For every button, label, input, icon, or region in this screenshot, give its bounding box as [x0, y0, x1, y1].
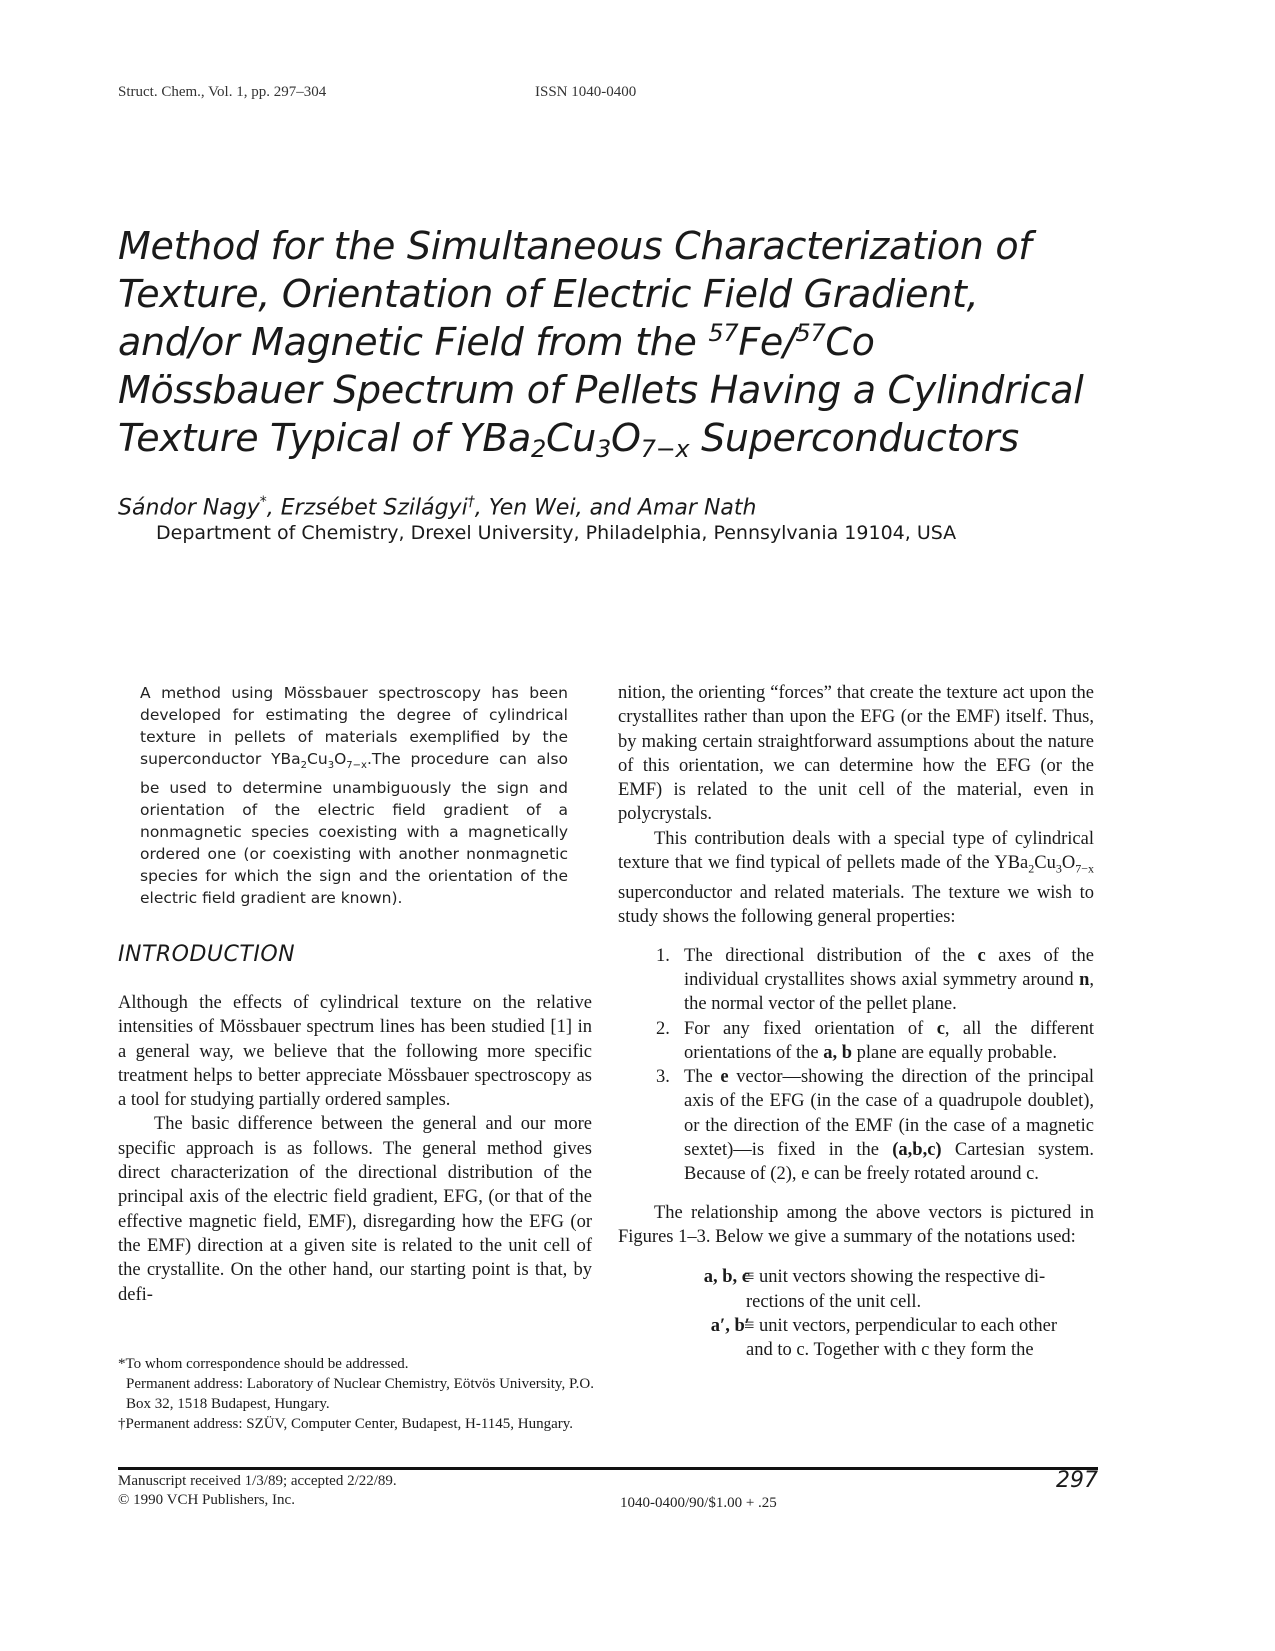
article-title — [118, 222, 1118, 462]
footnote: †Permanent address: SZÜV, Computer Center, Budapest, H-1145, Hungary. — [118, 1416, 574, 1432]
issn: ISSN 1040-0400 — [535, 84, 637, 100]
notation-symbol: a′, b′ — [710, 1315, 750, 1336]
left-column — [118, 991, 592, 1307]
footnotes — [118, 1354, 594, 1434]
received-dates: Manuscript received 1/3/89; accepted 2/22/89. — [118, 1473, 397, 1489]
footnote: *To whom correspondence should be addressed. — [118, 1356, 409, 1372]
title-line: Texture, Orientation of Electric Field Gradient, — [118, 272, 979, 316]
author-list: Sándor Nagy*, Erzsébet Szilágyi†, Yen Wei, and Amar Nath — [118, 494, 757, 521]
notation-row — [618, 1314, 1094, 1363]
paragraph: This contribution deals with a special type of cylindrical texture that we find typical of pellets made of the $YBa_2Cu_3O_{7-x}$ superconductor and related materials. The texture we wish to study shows the following general properties: — [618, 828, 1094, 928]
title-line: Method for the Simultaneous Characterization of — [118, 224, 1032, 268]
notation-definition: ≡ unit vectors showing the respective di- rections of the unit cell. — [744, 1267, 1046, 1312]
copyright: © 1990 VCH Publishers, Inc. — [118, 1492, 295, 1508]
footnote: Permanent address: Laboratory of Nuclear Chemistry, Eötvös University, P.O. Box 32, 1518 Budapest, Hungary. — [126, 1376, 594, 1412]
list-item: 1. The directional distribution of the c axes of the individual crystallites shows axial symmetry around n, the normal vector of the pellet plane. — [656, 945, 1095, 1015]
right-column — [618, 681, 1094, 1362]
paragraph: Although the effects of cylindrical texture on the relative intensities of Mössbauer spectrum lines has been studied [1] in a general way, we believe that the following more specific treatment helps to better appreciate Mössbauer spectroscopy as a tool for studying partially ordered samples. — [118, 993, 592, 1111]
notation-definition: ≡ unit vectors, perpendicular to each other and to c. Together with c they form the — [744, 1315, 1057, 1361]
journal-citation: Struct. Chem., Vol. 1, pp. 297–304 — [118, 84, 327, 100]
list-item: 3. The e vector—showing the direction of the principal axis of the EFG (in the case of a quadrupole doublet), or the direction of the EMF (in the case of a magnetic sextet)—is fixed in the (a,b,c) Cartesian system. Because of (2), e can be freely rotated around c. — [656, 1067, 1094, 1185]
title-line: Texture Typical of $YBa_2Cu_3O_{7-x}$ Superconductors — [118, 416, 1019, 463]
article-code: 1040-0400/90/$1.00 + .25 — [620, 1495, 777, 1511]
manuscript-info — [118, 1472, 397, 1510]
section-heading: INTRODUCTION — [118, 942, 296, 967]
paragraph: The basic difference between the general and our more specific approach is as follows. The general method gives direct characterization of the directional distribution of the principal axis of the electric field gradient, EFG, (or that of the effective magnetic field, EMF), disregarding how the EFG (or the EMF) direction at a given site is related to the unit cell of the crystallite. On the other hand, our starting point is that, by defi- — [118, 1114, 592, 1305]
title-line: and/or Magnetic Field from the $^{57}$Fe/$^{57}$Co — [118, 319, 875, 364]
footer-rule — [118, 1467, 1098, 1470]
notation-symbol: a, b, c — [703, 1267, 750, 1288]
list-item: 2. For any fixed orientation of c, all the different orientations of the a, b plane are equally probable. — [656, 1018, 1094, 1063]
affiliation: Department of Chemistry, Drexel University, Philadelphia, Pennsylvania 19104, USA — [156, 522, 957, 544]
abstract: A method using Mössbauer spectroscopy has been developed for estimating the degree of cylindrical texture in pellets of materials exemplified by the superconductor $YBa_2Cu_3O_{7-x}.The$ procedure can also be used to determine unambiguously the sign and orientation of the electric field gradient of a nonmagnetic species coexisting with a magnetically ordered one (or coexisting with another nonmagnetic species for which the sign and the orientation of the electric field gradient are known). — [140, 684, 568, 908]
notation-row — [618, 1265, 1094, 1314]
notation-list — [618, 1265, 1094, 1362]
title-line: Mössbauer Spectrum of Pellets Having a Cylindrical — [118, 368, 1084, 412]
property-list — [618, 944, 1094, 1187]
paragraph: nition, the orienting “forces” that create the texture act upon the crystallites rather than upon the EFG (or the EMF) itself. Thus, by making certain straightforward assumptions about the nature of this orientation, we can determine how the EFG (or the EMF) is related to the unit cell of the material, even in polycrystals. — [618, 683, 1094, 825]
page-number: 297 — [1056, 1468, 1098, 1493]
paragraph: The relationship among the above vectors is pictured in Figures 1–3. Below we give a summary of the notations used: — [618, 1202, 1094, 1247]
